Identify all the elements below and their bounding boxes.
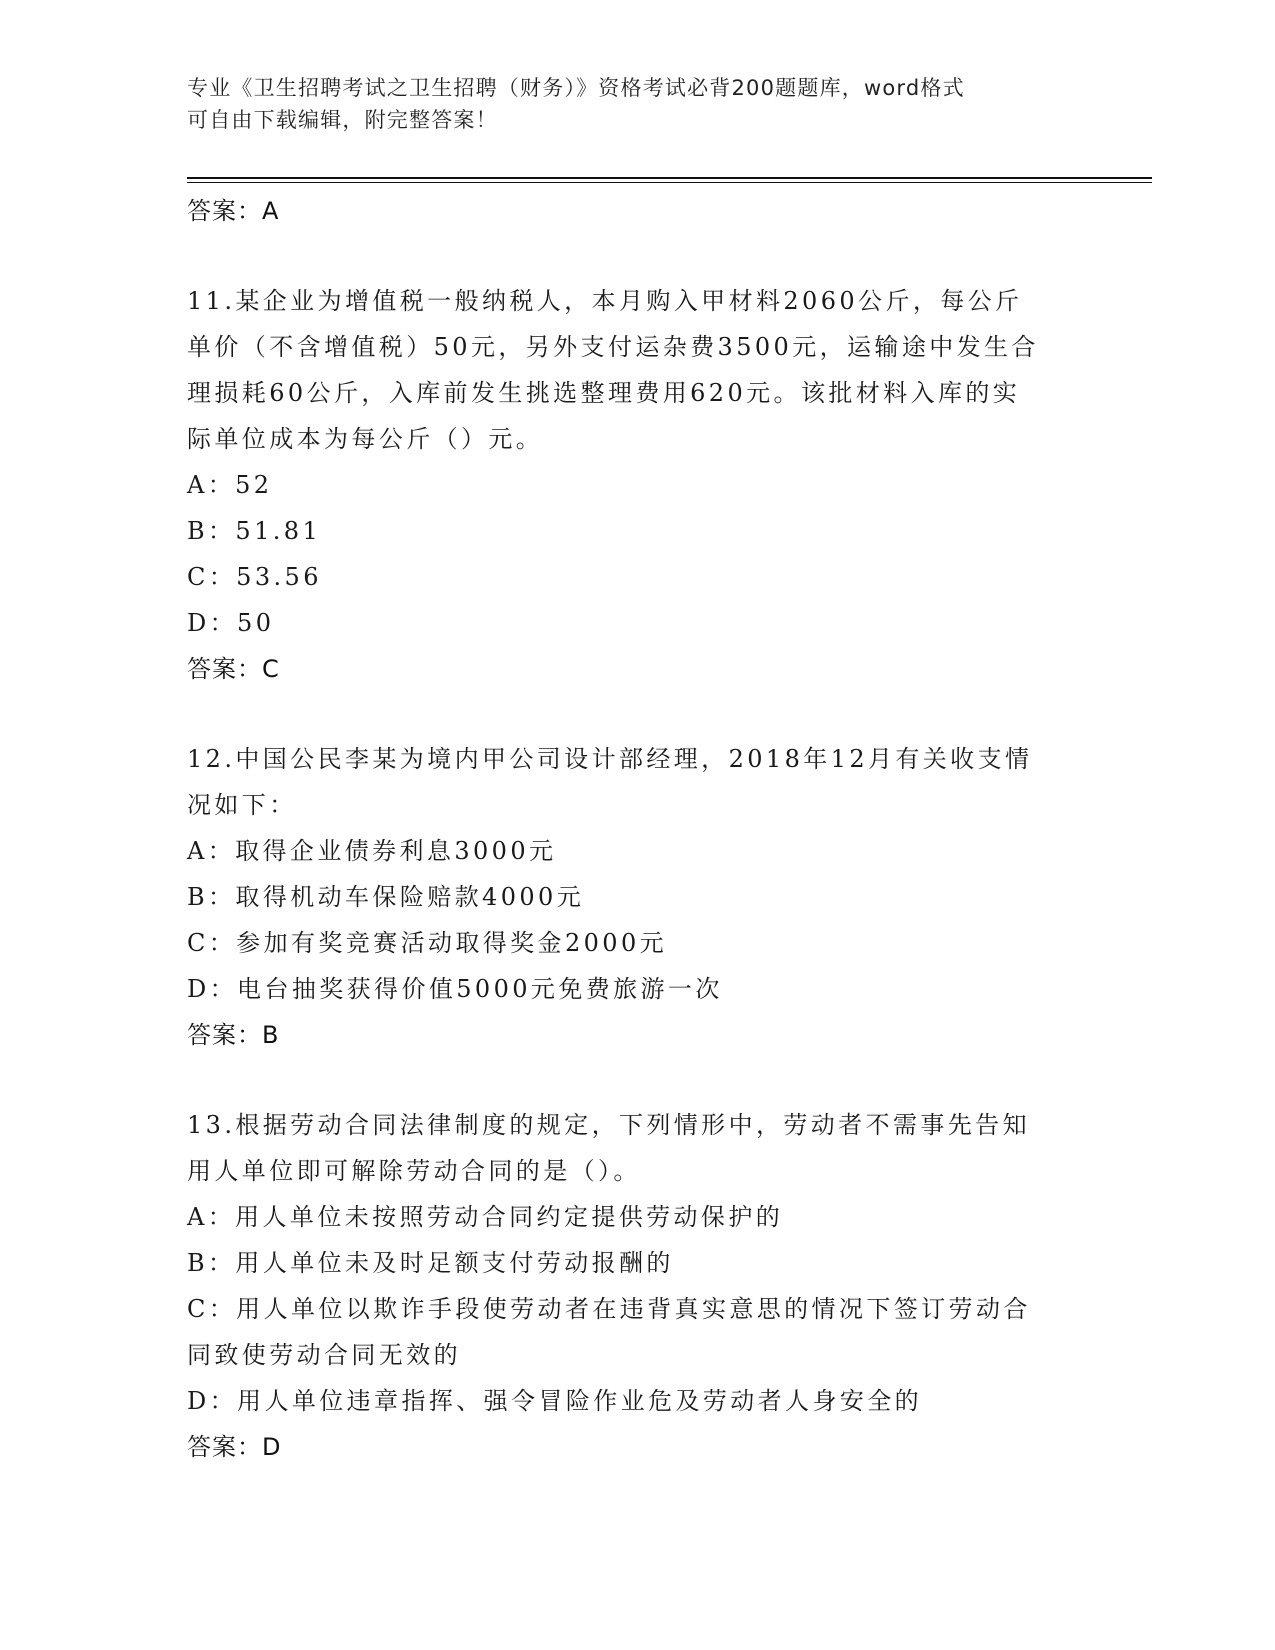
question-line: 12.中国公民李某为境内甲公司设计部经理，2018年12月有关收支情 [187, 745, 1033, 773]
spacer [187, 234, 1087, 278]
question-12 [187, 736, 1087, 1058]
option-a: A：用人单位未按照劳动合同约定提供劳动保护的 [187, 1203, 784, 1231]
question-12-text [187, 736, 1087, 828]
option-c: C：参加有奖竞赛活动取得奖金2000元 [187, 929, 668, 957]
option-b: B：51.81 [187, 517, 322, 545]
spacer [187, 1058, 1087, 1102]
question-line: 11.某企业为增值税一般纳税人，本月购入甲材料2060公斤，每公斤 [187, 287, 1023, 315]
header-rule-thin [187, 182, 1152, 183]
option-b: B：取得机动车保险赔款4000元 [187, 883, 585, 911]
option-d: D：用人单位违章指挥、强令冒险作业危及劳动者人身安全的 [187, 1387, 923, 1415]
question-line: 理损耗60公斤，入库前发生挑选整理费用620元。该批材料入库的实 [187, 379, 1021, 407]
header-line-2: 可自由下载编辑，附完整答案！ [187, 108, 498, 132]
spacer [187, 692, 1087, 736]
question-13 [187, 1102, 1087, 1470]
header-rule-thick [187, 177, 1152, 179]
header-line-1: 专业《卫生招聘考试之卫生招聘（财务）》资格考试必背200题题库，word格式 [187, 76, 965, 100]
question-11-text [187, 278, 1087, 462]
option-d: D：电台抽奖获得价值5000元免费旅游一次 [187, 975, 723, 1003]
option-d: D：50 [187, 609, 275, 637]
option-c-continued: 同致使劳动合同无效的 [187, 1341, 461, 1369]
option-b: B：用人单位未及时足额支付劳动报酬的 [187, 1249, 674, 1277]
question-line: 际单位成本为每公斤（）元。 [187, 425, 544, 453]
option-a: A：取得企业债券利息3000元 [187, 837, 557, 865]
question-line: 用人单位即可解除劳动合同的是（）。 [187, 1157, 641, 1185]
option-a: A：52 [187, 471, 273, 499]
question-11 [187, 278, 1087, 692]
question-line: 单价（不含增值税）50元，另外支付运杂费3500元，运输途中发生合 [187, 333, 1039, 361]
answer: 答案：B [187, 1021, 280, 1049]
option-c: C：用人单位以欺诈手段使劳动者在违背真实意思的情况下签订劳动合 [187, 1295, 1031, 1323]
question-line: 况如下： [187, 791, 297, 819]
question-line: 13.根据劳动合同法律制度的规定，下列情形中，劳动者不需事先告知 [187, 1111, 1030, 1139]
answer: 答案：D [187, 1433, 282, 1461]
option-c: C：53.56 [187, 563, 322, 591]
document-header [187, 72, 1067, 136]
question-list [187, 188, 1087, 1470]
question-13-text [187, 1102, 1087, 1194]
answer: 答案：C [187, 655, 280, 683]
previous-answer: 答案：A [187, 197, 280, 225]
